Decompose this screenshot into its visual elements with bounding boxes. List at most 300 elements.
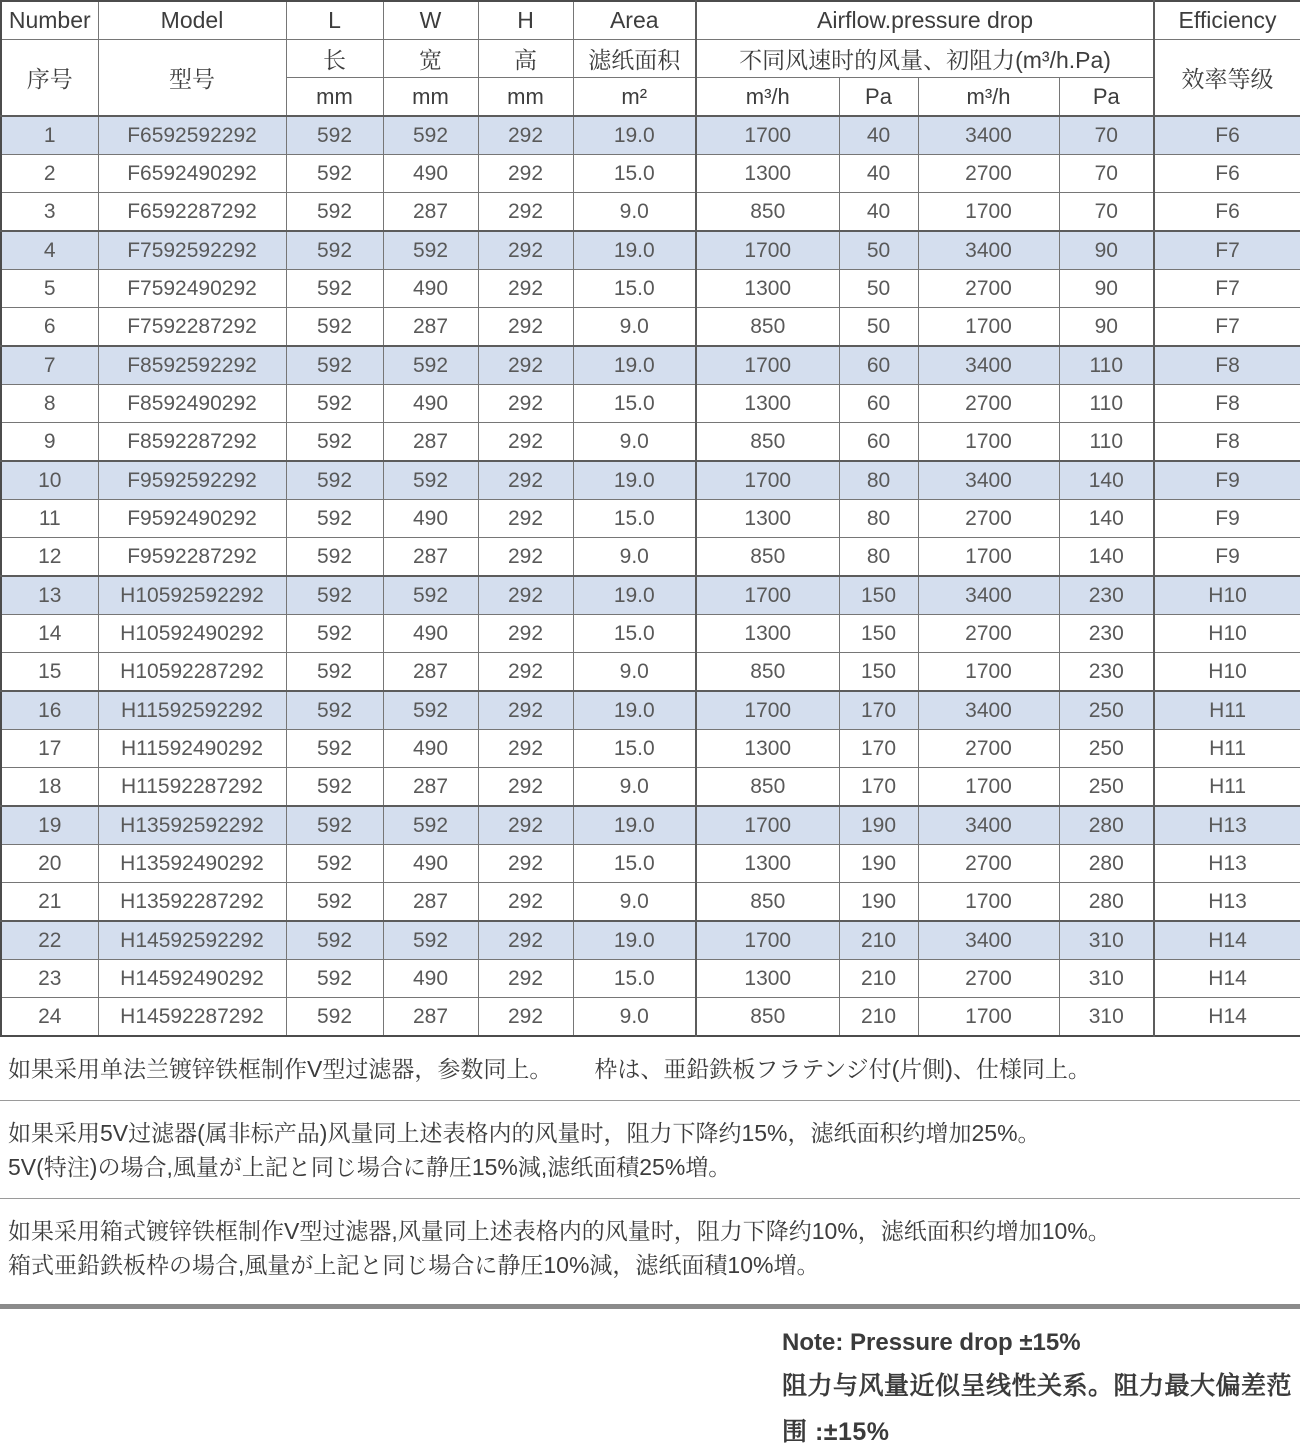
cell-model: F8592490292 (98, 385, 286, 423)
col-header-airflow-en: Airflow.pressure drop (696, 1, 1154, 40)
cell-area: 19.0 (573, 231, 696, 270)
cell-airflow-2: 3400 (918, 921, 1059, 960)
cell-h: 292 (478, 308, 573, 347)
cell-airflow-2: 2700 (918, 385, 1059, 423)
cell-efficiency: H13 (1154, 845, 1300, 883)
cell-w: 490 (383, 270, 478, 308)
cell-pressure-1: 210 (839, 921, 918, 960)
cell-h: 292 (478, 998, 573, 1037)
col-header-l-en: L (286, 1, 383, 40)
cell-area: 15.0 (573, 845, 696, 883)
cell-l: 592 (286, 116, 383, 155)
cell-area: 19.0 (573, 806, 696, 845)
cell-airflow-2: 1700 (918, 308, 1059, 347)
cell-efficiency: H14 (1154, 998, 1300, 1037)
col-header-area-en: Area (573, 1, 696, 40)
cell-model: F8592287292 (98, 423, 286, 462)
cell-h: 292 (478, 385, 573, 423)
col-header-efficiency-en: Efficiency (1154, 1, 1300, 40)
cell-pressure-2: 230 (1059, 576, 1154, 615)
unit-h: mm (478, 78, 573, 117)
table-row (1, 768, 1300, 807)
cell-area: 15.0 (573, 730, 696, 768)
table-row (1, 116, 1300, 155)
cell-model: H14592592292 (98, 921, 286, 960)
cell-efficiency: H10 (1154, 576, 1300, 615)
cell-model: H10592592292 (98, 576, 286, 615)
unit-airflow-2: m³/h (918, 78, 1059, 117)
table-row (1, 193, 1300, 232)
cell-l: 592 (286, 806, 383, 845)
cell-airflow-1: 1300 (696, 155, 839, 193)
unit-area: m² (573, 78, 696, 117)
cell-airflow-1: 850 (696, 423, 839, 462)
cell-airflow-1: 850 (696, 768, 839, 807)
cell-model: F7592490292 (98, 270, 286, 308)
cell-l: 592 (286, 385, 383, 423)
cell-efficiency: H13 (1154, 883, 1300, 922)
cell-h: 292 (478, 155, 573, 193)
cell-airflow-1: 1300 (696, 730, 839, 768)
cell-area: 9.0 (573, 653, 696, 692)
cell-area: 9.0 (573, 768, 696, 807)
table-row (1, 806, 1300, 845)
cell-number: 9 (1, 423, 98, 462)
cell-number: 2 (1, 155, 98, 193)
cell-h: 292 (478, 806, 573, 845)
cell-number: 16 (1, 691, 98, 730)
cell-model: F6592287292 (98, 193, 286, 232)
table-row (1, 385, 1300, 423)
cell-pressure-2: 230 (1059, 615, 1154, 653)
cell-number: 1 (1, 116, 98, 155)
cell-model: F6592592292 (98, 116, 286, 155)
cell-model: H11592490292 (98, 730, 286, 768)
cell-airflow-2: 3400 (918, 346, 1059, 385)
cell-efficiency: F9 (1154, 538, 1300, 577)
cell-airflow-2: 2700 (918, 845, 1059, 883)
cell-w: 490 (383, 385, 478, 423)
table-row (1, 998, 1300, 1037)
cell-w: 490 (383, 500, 478, 538)
cell-efficiency: H11 (1154, 691, 1300, 730)
cell-l: 592 (286, 538, 383, 577)
cell-h: 292 (478, 883, 573, 922)
cell-h: 292 (478, 921, 573, 960)
unit-airflow-1: m³/h (696, 78, 839, 117)
cell-number: 24 (1, 998, 98, 1037)
cell-area: 15.0 (573, 385, 696, 423)
cell-area: 9.0 (573, 193, 696, 232)
table-row (1, 921, 1300, 960)
cell-number: 11 (1, 500, 98, 538)
cell-model: F9592592292 (98, 461, 286, 500)
cell-pressure-1: 50 (839, 308, 918, 347)
cell-area: 9.0 (573, 423, 696, 462)
table-row (1, 883, 1300, 922)
cell-number: 8 (1, 385, 98, 423)
cell-pressure-1: 190 (839, 883, 918, 922)
cell-pressure-2: 90 (1059, 270, 1154, 308)
table-row (1, 500, 1300, 538)
cell-airflow-1: 1300 (696, 385, 839, 423)
cell-l: 592 (286, 768, 383, 807)
cell-pressure-1: 80 (839, 500, 918, 538)
cell-h: 292 (478, 960, 573, 998)
footer-note (0, 1309, 1300, 1455)
table-row (1, 155, 1300, 193)
col-header-h-zh: 高 (478, 40, 573, 78)
cell-model: H13592287292 (98, 883, 286, 922)
cell-pressure-1: 210 (839, 960, 918, 998)
cell-area: 19.0 (573, 116, 696, 155)
cell-pressure-1: 210 (839, 998, 918, 1037)
cell-area: 19.0 (573, 921, 696, 960)
table-row (1, 423, 1300, 462)
cell-number: 22 (1, 921, 98, 960)
unit-l: mm (286, 78, 383, 117)
table-row (1, 231, 1300, 270)
cell-airflow-2: 3400 (918, 116, 1059, 155)
cell-airflow-1: 1700 (696, 346, 839, 385)
footer-note-en: Note: Pressure drop ±15% (782, 1329, 1081, 1356)
table-row (1, 653, 1300, 692)
cell-pressure-2: 70 (1059, 155, 1154, 193)
table-row (1, 730, 1300, 768)
cell-efficiency: H14 (1154, 921, 1300, 960)
cell-w: 490 (383, 845, 478, 883)
cell-airflow-1: 1300 (696, 500, 839, 538)
cell-l: 592 (286, 653, 383, 692)
cell-h: 292 (478, 461, 573, 500)
cell-h: 292 (478, 423, 573, 462)
cell-l: 592 (286, 155, 383, 193)
cell-h: 292 (478, 768, 573, 807)
cell-airflow-2: 2700 (918, 500, 1059, 538)
cell-pressure-1: 50 (839, 270, 918, 308)
col-header-w-en: W (383, 1, 478, 40)
cell-w: 287 (383, 998, 478, 1037)
cell-pressure-2: 90 (1059, 308, 1154, 347)
cell-area: 19.0 (573, 691, 696, 730)
col-header-efficiency-zh: 效率等级 (1154, 40, 1300, 117)
cell-w: 490 (383, 155, 478, 193)
note-box-frame-zh: 如果采用箱式镀锌铁框制作V型过滤器,风量同上述表格内的风量时，阻力下降约10%，滤纸面积约增加10%。 (8, 1218, 1111, 1244)
cell-pressure-2: 70 (1059, 193, 1154, 232)
cell-number: 23 (1, 960, 98, 998)
cell-model: F6592490292 (98, 155, 286, 193)
cell-number: 4 (1, 231, 98, 270)
table-row (1, 615, 1300, 653)
cell-area: 19.0 (573, 576, 696, 615)
cell-l: 592 (286, 231, 383, 270)
cell-h: 292 (478, 346, 573, 385)
cell-w: 592 (383, 921, 478, 960)
table-row (1, 308, 1300, 347)
table-row (1, 691, 1300, 730)
cell-area: 15.0 (573, 960, 696, 998)
cell-airflow-1: 1300 (696, 615, 839, 653)
cell-pressure-2: 310 (1059, 921, 1154, 960)
cell-number: 6 (1, 308, 98, 347)
cell-airflow-1: 1300 (696, 845, 839, 883)
cell-airflow-2: 1700 (918, 423, 1059, 462)
table-header (1, 1, 1300, 116)
col-header-model-en: Model (98, 1, 286, 40)
cell-airflow-1: 850 (696, 538, 839, 577)
cell-efficiency: H13 (1154, 806, 1300, 845)
cell-h: 292 (478, 615, 573, 653)
cell-pressure-1: 60 (839, 385, 918, 423)
cell-efficiency: H14 (1154, 960, 1300, 998)
cell-area: 15.0 (573, 155, 696, 193)
cell-area: 19.0 (573, 461, 696, 500)
cell-model: H13592490292 (98, 845, 286, 883)
cell-w: 592 (383, 691, 478, 730)
cell-l: 592 (286, 423, 383, 462)
cell-h: 292 (478, 576, 573, 615)
footer-note-zh: 阻力与风量近似呈线性关系。阻力最大偏差范围 :±15% (782, 1372, 1293, 1446)
cell-w: 490 (383, 615, 478, 653)
cell-pressure-1: 150 (839, 615, 918, 653)
note-box-frame-ja: 箱式亜鉛鉄板枠の場合,風量が上記と同じ場合に静圧10%減，滤纸面積10%増。 (8, 1252, 820, 1278)
unit-pressure-1: Pa (839, 78, 918, 117)
note-flange (0, 1037, 1300, 1100)
cell-w: 592 (383, 231, 478, 270)
cell-efficiency: F8 (1154, 423, 1300, 462)
cell-w: 287 (383, 308, 478, 347)
cell-h: 292 (478, 116, 573, 155)
cell-l: 592 (286, 346, 383, 385)
cell-model: F7592287292 (98, 308, 286, 347)
cell-pressure-2: 110 (1059, 423, 1154, 462)
cell-l: 592 (286, 576, 383, 615)
header-row-zh (1, 40, 1300, 78)
col-header-airflow-zh: 不同风速时的风量、初阻力(m³/h.Pa) (696, 40, 1154, 78)
cell-airflow-2: 1700 (918, 998, 1059, 1037)
cell-h: 292 (478, 845, 573, 883)
cell-model: F8592592292 (98, 346, 286, 385)
cell-model: H11592287292 (98, 768, 286, 807)
cell-pressure-1: 170 (839, 768, 918, 807)
table-body (1, 116, 1300, 1036)
cell-l: 592 (286, 960, 383, 998)
cell-airflow-2: 2700 (918, 270, 1059, 308)
note-5v-ja: 5V(特注)の場合,風量が上記と同じ場合に静圧15%減,滤纸面積25%増。 (8, 1154, 732, 1180)
cell-airflow-1: 1700 (696, 691, 839, 730)
col-header-area-zh: 滤纸面积 (573, 40, 696, 78)
cell-pressure-1: 150 (839, 653, 918, 692)
cell-model: H10592490292 (98, 615, 286, 653)
note-5v (0, 1101, 1300, 1198)
cell-l: 592 (286, 883, 383, 922)
cell-pressure-2: 90 (1059, 231, 1154, 270)
cell-pressure-1: 60 (839, 423, 918, 462)
cell-number: 3 (1, 193, 98, 232)
col-header-l-zh: 长 (286, 40, 383, 78)
cell-model: H13592592292 (98, 806, 286, 845)
cell-pressure-2: 110 (1059, 385, 1154, 423)
cell-airflow-1: 1300 (696, 960, 839, 998)
cell-efficiency: F7 (1154, 231, 1300, 270)
table-row (1, 461, 1300, 500)
cell-airflow-1: 1700 (696, 806, 839, 845)
cell-l: 592 (286, 845, 383, 883)
cell-pressure-2: 230 (1059, 653, 1154, 692)
cell-pressure-2: 250 (1059, 691, 1154, 730)
cell-area: 19.0 (573, 346, 696, 385)
cell-pressure-2: 310 (1059, 960, 1154, 998)
cell-h: 292 (478, 231, 573, 270)
cell-h: 292 (478, 730, 573, 768)
col-header-w-zh: 宽 (383, 40, 478, 78)
notes-section (0, 1037, 1300, 1309)
cell-airflow-1: 1700 (696, 461, 839, 500)
cell-area: 15.0 (573, 500, 696, 538)
cell-l: 592 (286, 921, 383, 960)
cell-airflow-2: 3400 (918, 576, 1059, 615)
cell-efficiency: F6 (1154, 193, 1300, 232)
cell-l: 592 (286, 998, 383, 1037)
cell-airflow-1: 1700 (696, 576, 839, 615)
cell-airflow-2: 3400 (918, 461, 1059, 500)
cell-number: 10 (1, 461, 98, 500)
cell-area: 9.0 (573, 998, 696, 1037)
cell-efficiency: H11 (1154, 768, 1300, 807)
cell-pressure-1: 40 (839, 193, 918, 232)
note-box-frame (0, 1199, 1300, 1296)
cell-area: 9.0 (573, 883, 696, 922)
cell-number: 19 (1, 806, 98, 845)
cell-pressure-1: 40 (839, 155, 918, 193)
cell-airflow-2: 1700 (918, 653, 1059, 692)
cell-l: 592 (286, 461, 383, 500)
cell-pressure-2: 310 (1059, 998, 1154, 1037)
cell-airflow-2: 1700 (918, 883, 1059, 922)
cell-number: 15 (1, 653, 98, 692)
cell-number: 13 (1, 576, 98, 615)
cell-w: 592 (383, 461, 478, 500)
cell-airflow-2: 3400 (918, 231, 1059, 270)
cell-pressure-2: 140 (1059, 538, 1154, 577)
table-row (1, 538, 1300, 577)
cell-w: 287 (383, 768, 478, 807)
cell-number: 20 (1, 845, 98, 883)
cell-l: 592 (286, 308, 383, 347)
cell-h: 292 (478, 500, 573, 538)
cell-number: 12 (1, 538, 98, 577)
col-header-h-en: H (478, 1, 573, 40)
cell-h: 292 (478, 538, 573, 577)
cell-airflow-1: 1700 (696, 116, 839, 155)
cell-model: F7592592292 (98, 231, 286, 270)
cell-airflow-2: 2700 (918, 960, 1059, 998)
cell-l: 592 (286, 730, 383, 768)
cell-pressure-2: 280 (1059, 883, 1154, 922)
cell-pressure-2: 110 (1059, 346, 1154, 385)
note-flange-ja: 枠は、亜鉛鉄板フラテンジ付(片側)、仕様同上。 (594, 1056, 1091, 1082)
cell-pressure-2: 140 (1059, 500, 1154, 538)
cell-pressure-2: 280 (1059, 845, 1154, 883)
cell-airflow-1: 1300 (696, 270, 839, 308)
cell-pressure-1: 170 (839, 691, 918, 730)
cell-efficiency: H10 (1154, 653, 1300, 692)
cell-airflow-2: 3400 (918, 691, 1059, 730)
cell-airflow-1: 850 (696, 308, 839, 347)
cell-efficiency: F6 (1154, 155, 1300, 193)
cell-pressure-1: 190 (839, 806, 918, 845)
cell-airflow-2: 1700 (918, 193, 1059, 232)
cell-pressure-1: 60 (839, 346, 918, 385)
cell-efficiency: F9 (1154, 500, 1300, 538)
cell-h: 292 (478, 270, 573, 308)
cell-pressure-2: 280 (1059, 806, 1154, 845)
cell-number: 7 (1, 346, 98, 385)
cell-h: 292 (478, 193, 573, 232)
note-5v-zh: 如果采用5V过滤器(属非标产品)风量同上述表格内的风量时，阻力下降约15%，滤纸面积约增加25%。 (8, 1120, 1041, 1146)
cell-number: 17 (1, 730, 98, 768)
cell-w: 287 (383, 423, 478, 462)
cell-w: 490 (383, 730, 478, 768)
cell-airflow-1: 850 (696, 883, 839, 922)
cell-w: 592 (383, 806, 478, 845)
cell-airflow-2: 2700 (918, 615, 1059, 653)
unit-pressure-2: Pa (1059, 78, 1154, 117)
cell-model: F9592287292 (98, 538, 286, 577)
cell-airflow-1: 1700 (696, 231, 839, 270)
table-row (1, 270, 1300, 308)
cell-area: 9.0 (573, 538, 696, 577)
cell-model: H11592592292 (98, 691, 286, 730)
cell-model: H14592287292 (98, 998, 286, 1037)
unit-w: mm (383, 78, 478, 117)
note-flange-zh: 如果采用单法兰镀锌铁框制作V型过滤器，参数同上。 (8, 1056, 553, 1082)
cell-h: 292 (478, 653, 573, 692)
cell-w: 287 (383, 653, 478, 692)
cell-pressure-1: 40 (839, 116, 918, 155)
cell-pressure-2: 250 (1059, 768, 1154, 807)
cell-pressure-1: 170 (839, 730, 918, 768)
table-row (1, 346, 1300, 385)
cell-airflow-1: 850 (696, 193, 839, 232)
cell-w: 592 (383, 116, 478, 155)
cell-airflow-2: 3400 (918, 806, 1059, 845)
cell-airflow-1: 850 (696, 653, 839, 692)
cell-h: 292 (478, 691, 573, 730)
cell-number: 5 (1, 270, 98, 308)
cell-airflow-2: 1700 (918, 538, 1059, 577)
cell-number: 21 (1, 883, 98, 922)
cell-w: 287 (383, 883, 478, 922)
cell-efficiency: H11 (1154, 730, 1300, 768)
cell-w: 287 (383, 193, 478, 232)
cell-pressure-1: 50 (839, 231, 918, 270)
cell-airflow-2: 2700 (918, 730, 1059, 768)
col-header-model-zh: 型号 (98, 40, 286, 117)
cell-efficiency: F9 (1154, 461, 1300, 500)
cell-l: 592 (286, 500, 383, 538)
cell-pressure-2: 70 (1059, 116, 1154, 155)
cell-airflow-1: 1700 (696, 921, 839, 960)
table-row (1, 576, 1300, 615)
cell-l: 592 (286, 691, 383, 730)
cell-area: 9.0 (573, 308, 696, 347)
cell-pressure-1: 190 (839, 845, 918, 883)
cell-model: H10592287292 (98, 653, 286, 692)
cell-w: 592 (383, 576, 478, 615)
table-row (1, 845, 1300, 883)
cell-efficiency: F8 (1154, 346, 1300, 385)
